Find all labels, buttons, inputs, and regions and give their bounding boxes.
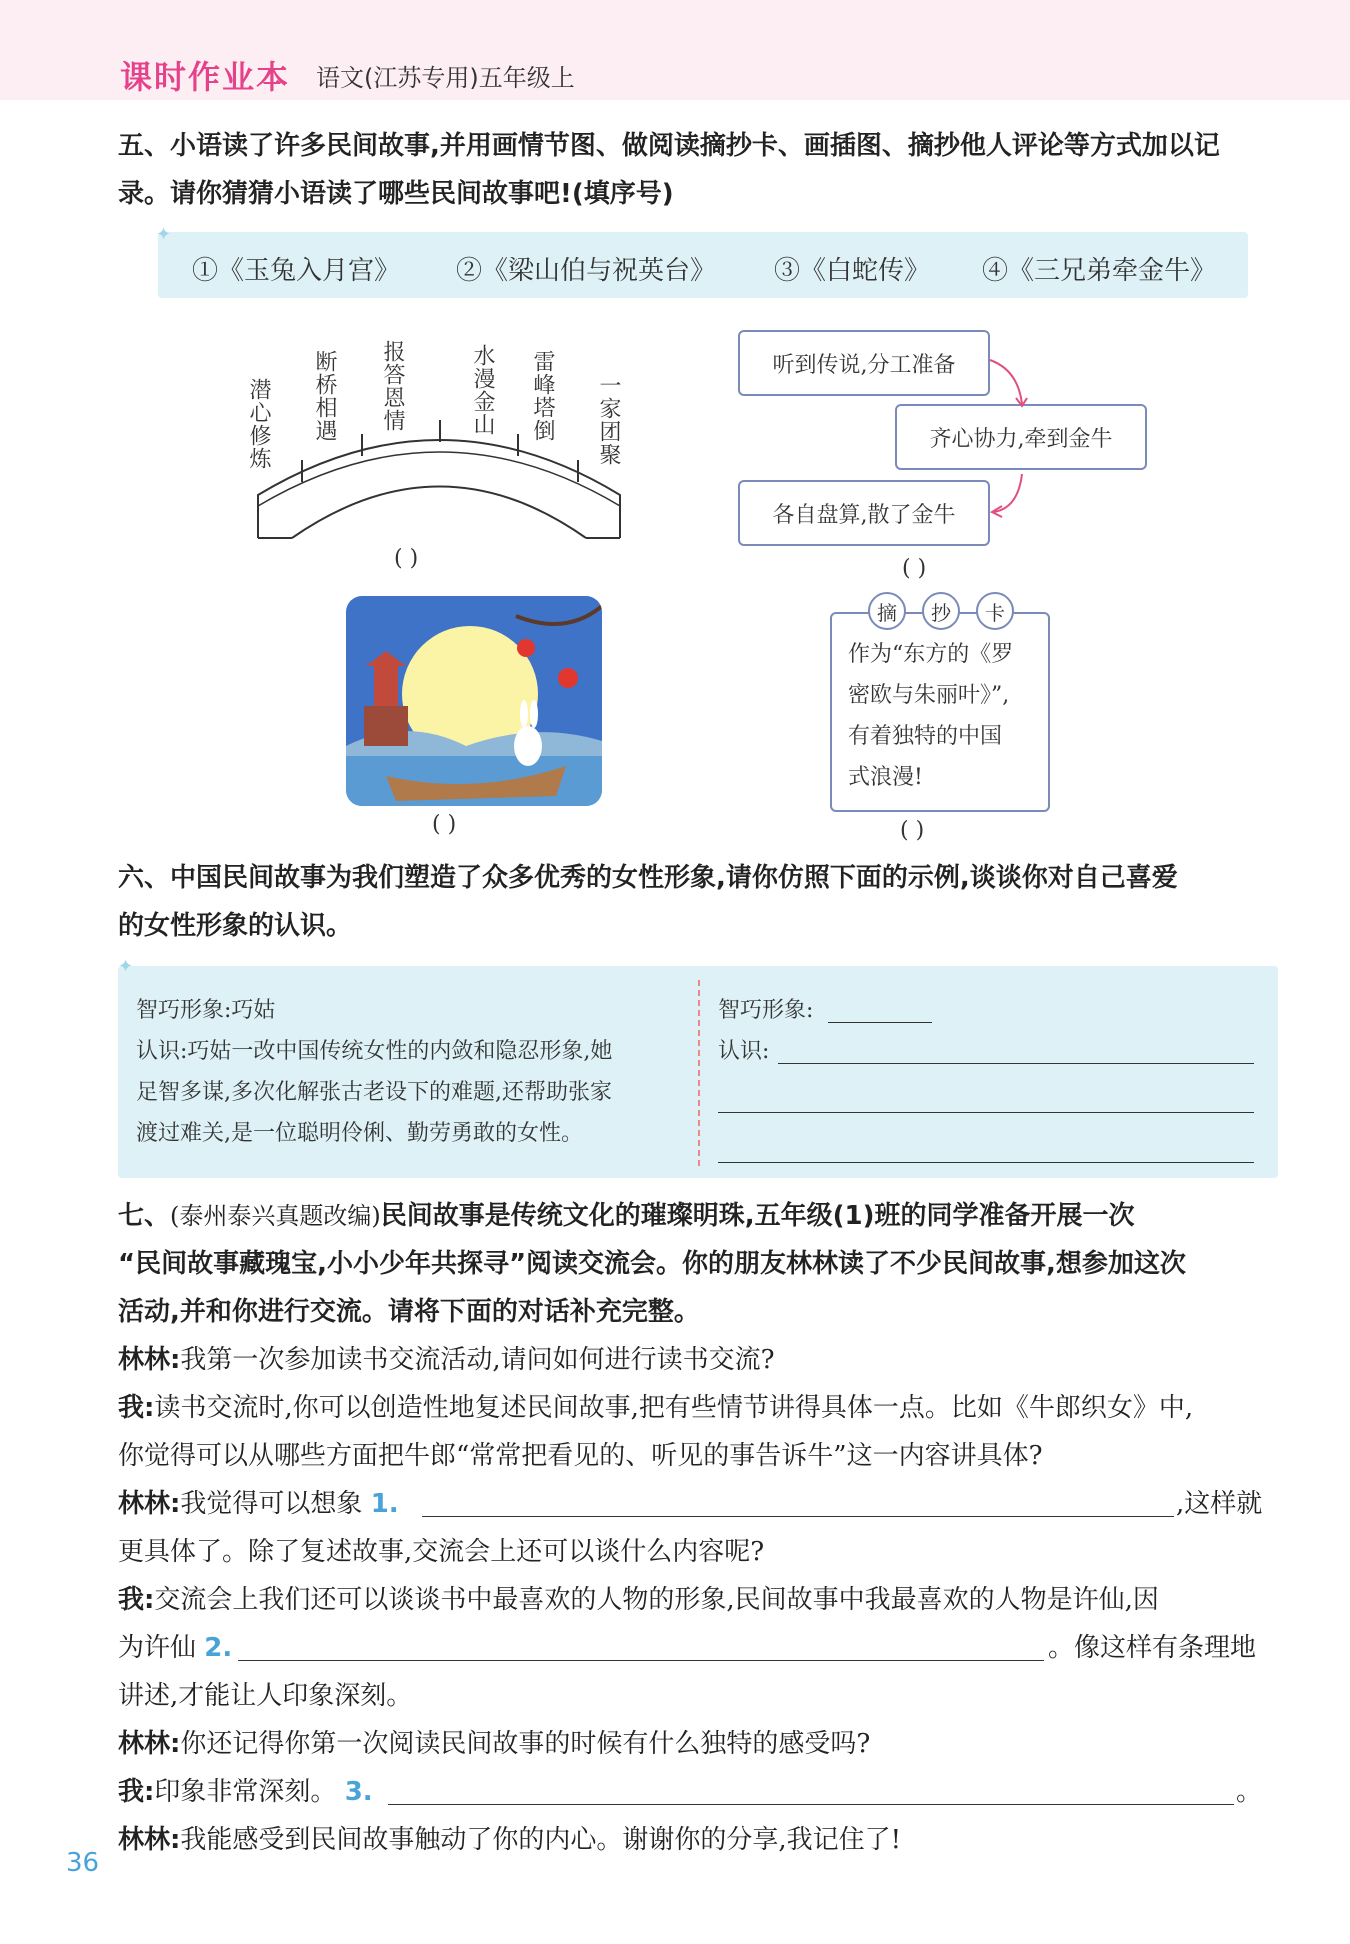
card-line-4: 式浪漫! [848, 765, 923, 790]
answer-line-2[interactable] [238, 1660, 1044, 1661]
card-answer-blank[interactable]: ( ) [900, 818, 925, 843]
q7-line1-text: 民间故事是传统文化的璀璨明珠,五年级(1)班的同学准备开展一次 [380, 1201, 1135, 1231]
example-line-4: 渡过难关,是一位聪明伶俐、勤劳勇敢的女性。 [136, 1121, 583, 1146]
blank-number-3: 3. [344, 1777, 373, 1807]
dialogue-text: 我觉得可以想象 [180, 1489, 363, 1519]
flow-answer-blank[interactable]: ( ) [902, 556, 927, 581]
divider [698, 980, 700, 1166]
understanding-line-1[interactable] [778, 1063, 1254, 1064]
flow-step-2: 齐心协力,牵到金牛 [895, 404, 1147, 470]
option-1: ①《玉兔入月宫》 [192, 256, 401, 286]
flow-arrows [980, 340, 1040, 520]
dialogue-text: 读书交流时,你可以创造性地复述民间故事,把有些情节讲得具体一点。比如《牛郎织女》中, [154, 1393, 1194, 1423]
fill-label-image: 智巧形象: [718, 998, 814, 1023]
dialogue-3-end: ,这样就 [1176, 1489, 1263, 1519]
fill-label-understanding: 认识: [718, 1039, 770, 1064]
bridge-diagram [250, 420, 630, 545]
moon-rabbit-illustration [346, 596, 602, 806]
speaker-me: 我: [118, 1393, 155, 1423]
card-line-3: 有着独特的中国 [848, 724, 1003, 749]
speaker-linlin: 林林: [118, 1825, 181, 1855]
dialogue-6 [118, 1768, 373, 1816]
dialogue-text: 我能感受到民间故事触动了你的内心。谢谢你的分享,我记住了! [180, 1825, 902, 1855]
dialogue-text: 交流会上我们还可以谈谈书中最喜欢的人物的形象,民间故事中我最喜欢的人物是许仙,因 [154, 1585, 1159, 1615]
bridge-label-1: 潜心修炼 [246, 378, 271, 470]
book-subtitle: 语文(江苏专用)五年级上 [316, 64, 575, 92]
card-line-1: 作为“东方的《罗 [848, 642, 1014, 667]
q5-line1: 五、小语读了许多民间故事,并用画情节图、做阅读摘抄卡、画插图、摘抄他人评论等方式加以记 [118, 131, 1220, 161]
speaker-linlin: 林林: [118, 1489, 181, 1519]
understanding-line-3[interactable] [718, 1162, 1254, 1163]
bridge-label-4: 水漫金山 [470, 344, 495, 436]
dialogue-text: 印象非常深刻。 [154, 1777, 337, 1807]
q7-source: (泰州泰兴真题改编) [170, 1202, 381, 1230]
dialogue-4 [118, 1576, 1159, 1624]
dialogue-text: 你还记得你第一次阅读民间故事的时候有什么独特的感受吗? [180, 1729, 871, 1759]
dialogue-4b [118, 1624, 232, 1672]
bridge-label-6: 一家团聚 [596, 374, 621, 466]
blank-number-2: 2. [204, 1633, 233, 1663]
dialogue-text: 我第一次参加读书交流活动,请问如何进行读书交流? [180, 1345, 775, 1375]
dialogue-4c: 。像这样有条理地 [1048, 1633, 1257, 1663]
q6-line2: 的女性形象的认识。 [118, 911, 353, 941]
speaker-linlin: 林林: [118, 1729, 181, 1759]
dialogue-6-end: 。 [1236, 1777, 1263, 1807]
option-3: ③《白蛇传》 [774, 256, 931, 286]
illustration-answer-blank[interactable]: ( ) [432, 812, 457, 837]
q5-line2: 录。请你猜猜小语读了哪些民间故事吧!(填序号) [118, 179, 674, 209]
example-line-3: 足智多谋,多次化解张古老设下的难题,还帮助张家 [136, 1080, 612, 1105]
book-title: 课时作业本 [120, 58, 291, 96]
q7-number: 七、 [118, 1201, 171, 1231]
flow-step-1: 听到传说,分工准备 [738, 330, 990, 396]
sparkle-icon: ✦ [118, 956, 134, 977]
answer-line-3[interactable] [388, 1804, 1234, 1805]
speaker-me: 我: [118, 1777, 155, 1807]
speaker-me: 我: [118, 1585, 155, 1615]
speaker-linlin: 林林: [118, 1345, 181, 1375]
q6-line1: 六、中国民间故事为我们塑造了众多优秀的女性形象,请你仿照下面的示例,谈谈你对自己喜爱 [118, 863, 1178, 893]
bridge-answer-blank[interactable]: ( ) [394, 546, 419, 571]
dialogue-2 [118, 1384, 1193, 1432]
dialogue-2b: 你觉得可以从哪些方面把牛郎“常常把看见的、听见的事告诉牛”这一内容讲具体? [118, 1441, 1043, 1471]
dialogue-3c: 更具体了。除了复述故事,交流会上还可以谈什么内容呢? [118, 1537, 765, 1567]
dialogue-7 [118, 1816, 901, 1864]
option-2: ②《梁山伯与祝英台》 [456, 256, 717, 286]
blank-number-1: 1. [370, 1489, 399, 1519]
dialogue-1 [118, 1336, 775, 1384]
answer-line-1[interactable] [422, 1516, 1174, 1517]
bridge-label-5: 雷峰塔倒 [530, 350, 555, 442]
dialogue-3 [118, 1480, 399, 1528]
card-line-2: 密欧与朱丽叶》”, [848, 683, 1010, 708]
understanding-line-2[interactable] [718, 1112, 1254, 1113]
dialogue-4d: 讲述,才能让人印象深刻。 [118, 1681, 413, 1711]
dialogue-5 [118, 1720, 870, 1768]
image-answer-line[interactable] [828, 1022, 932, 1023]
bridge-label-2: 断桥相遇 [312, 350, 337, 442]
q7-line3: 活动,并和你进行交流。请将下面的对话补充完整。 [118, 1297, 700, 1327]
card-title-char-3: 卡 [976, 592, 1014, 630]
dialogue-text: 为许仙 [118, 1633, 197, 1663]
example-line-2: 认识:巧姑一改中国传统女性的内敛和隐忍形象,她 [136, 1039, 613, 1064]
q7-line1 [118, 1192, 1134, 1240]
bridge-label-3: 报答恩情 [380, 340, 405, 432]
page-number: 36 [66, 1848, 100, 1878]
option-4: ④《三兄弟牵金牛》 [982, 256, 1217, 286]
card-title-char-2: 抄 [922, 592, 960, 630]
example-line-1: 智巧形象:巧姑 [136, 998, 276, 1023]
q7-line2: “民间故事藏瑰宝,小小少年共探寻”阅读交流会。你的朋友林林读了不少民间故事,想参加这次 [118, 1249, 1186, 1279]
flow-step-3: 各自盘算,散了金牛 [738, 480, 990, 546]
card-title-char-1: 摘 [868, 592, 906, 630]
sparkle-icon: ✦ [156, 224, 172, 245]
